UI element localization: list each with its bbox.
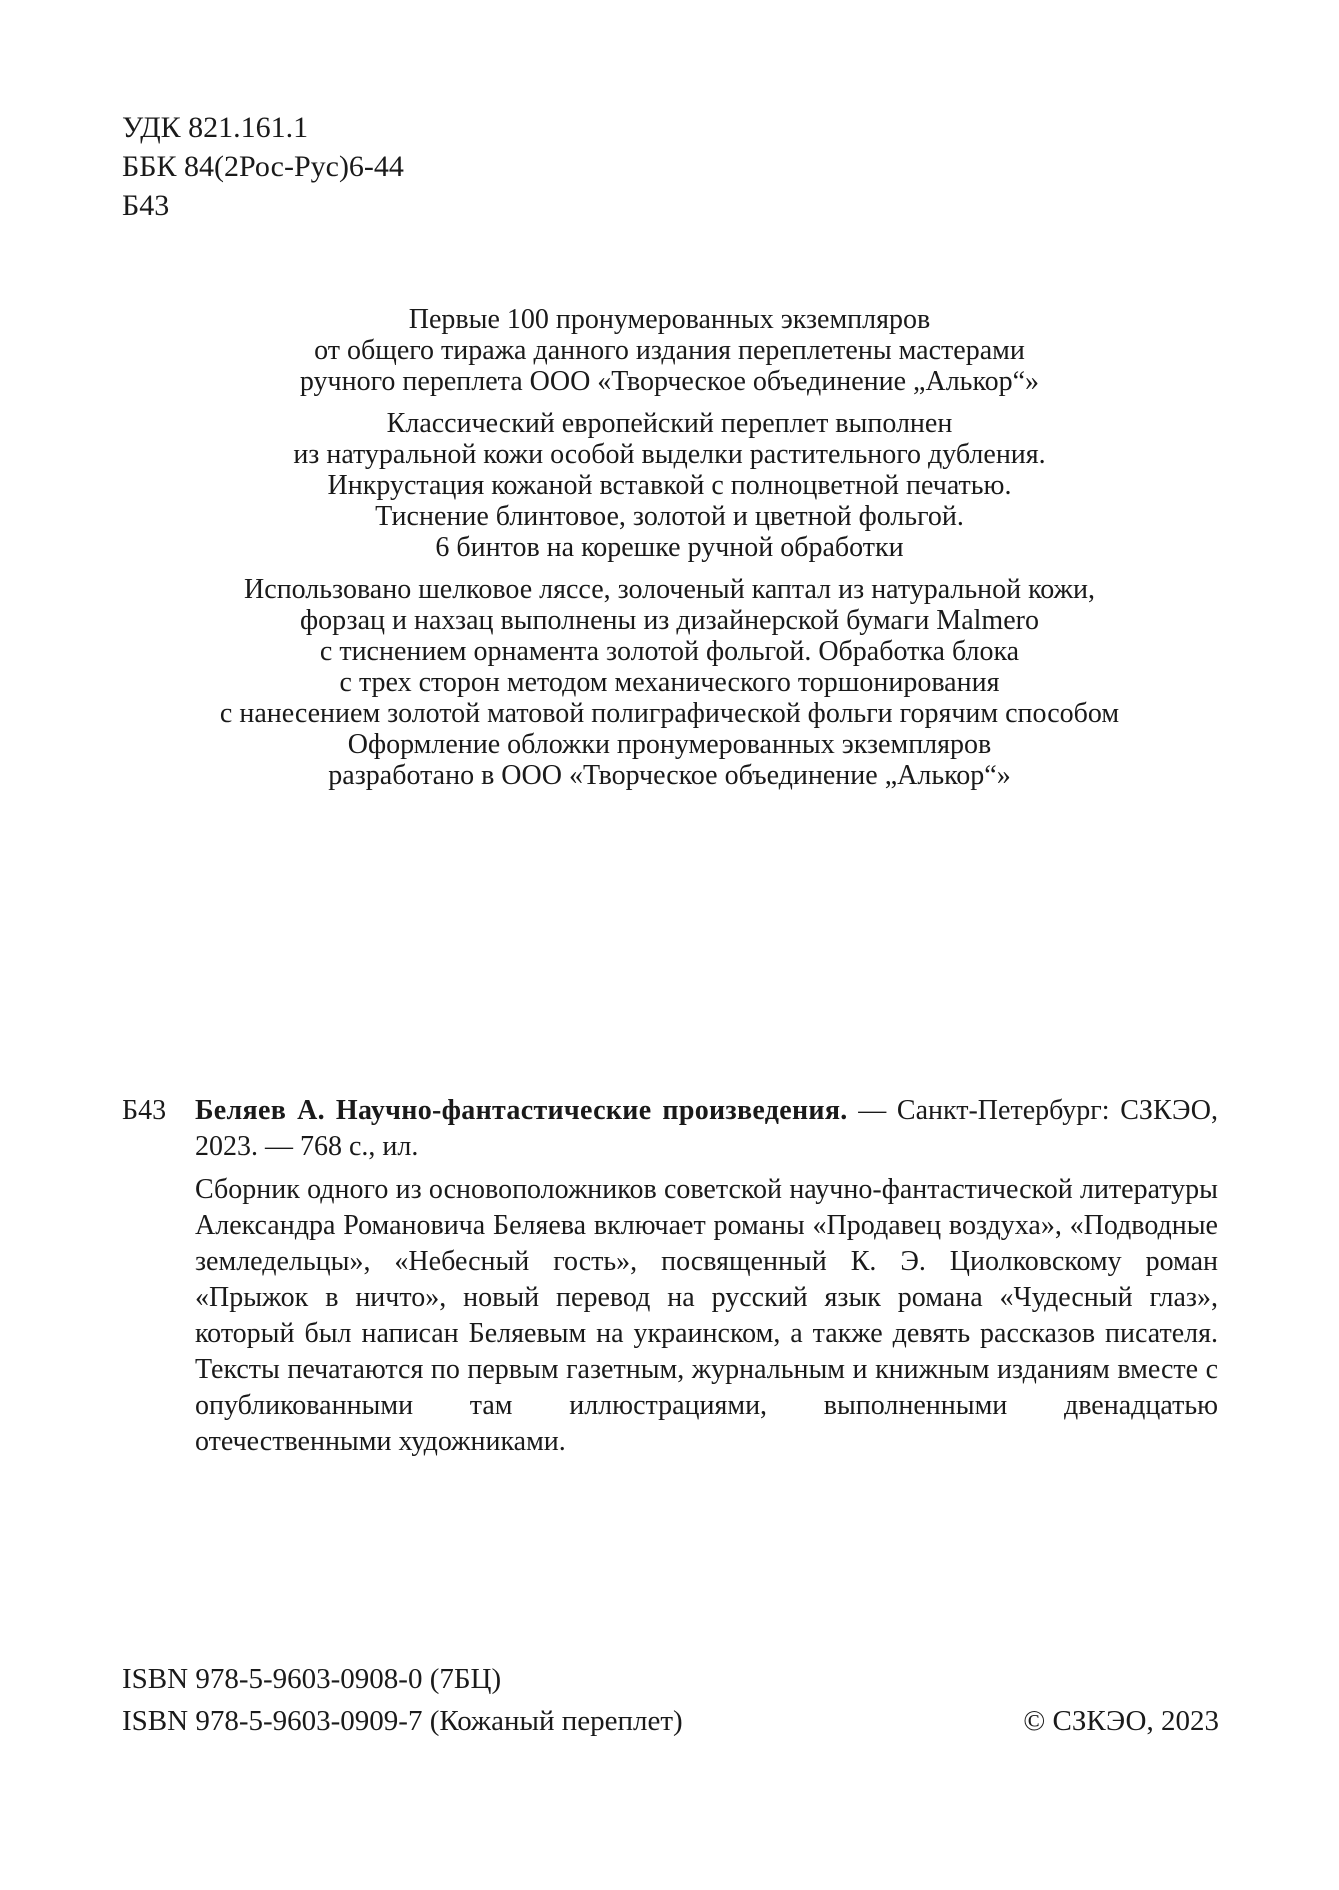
binding-line: от общего тиража данного издания переплетены мастерами: [314, 335, 1025, 366]
binding-info: [100, 304, 1239, 802]
isbn-line: ISBN 978-5-9603-0909-7 (Кожаный переплет): [122, 1705, 683, 1737]
binding-line: с тиснением орнамента золотой фольгой. Обработка блока: [319, 636, 1020, 667]
binding-line: 6 бинтов на корешке ручной обработки: [435, 532, 904, 563]
author-and-title: Беляев А. Научно-фантастические произведения.: [195, 1095, 848, 1126]
binding-line: с нанесением золотой матовой полиграфической фольги горячим способом: [219, 698, 1120, 729]
binding-paragraph: [100, 408, 1239, 563]
binding-line: ручного переплета ООО «Творческое объединение „Алькор“»: [299, 366, 1040, 397]
binding-line: Первые 100 пронумерованных экземпляров: [408, 304, 931, 335]
binding-line: Инкрустация кожаной вставкой с полноцветной печатью.: [327, 470, 1012, 501]
bibliographic-annotation: [122, 1093, 1218, 1460]
bibliographic-entry: [122, 1093, 1218, 1165]
binding-line: Классический европейский переплет выполнен: [386, 408, 953, 439]
binding-line: разработано в ООО «Творческое объединение „Алькор“»: [328, 760, 1011, 791]
bbk-code: ББК 84(2Рос-Рус)6-44: [122, 150, 404, 183]
binding-line: Оформление обложки пронумерованных экземпляров: [347, 729, 992, 760]
binding-line: Тиснение блинтовое, золотой и цветной фольгой.: [375, 501, 964, 532]
classification-block: [122, 108, 404, 225]
author-mark: Б43: [122, 189, 170, 222]
binding-paragraph: [100, 574, 1239, 791]
isbn-block: [122, 1658, 683, 1742]
imprint: — Санкт-Петербург: СЗКЭО, 2023. — 768 с., ил.: [195, 1095, 1219, 1162]
binding-line: Использовано шелковое ляссе, золоченый каптал из натуральной кожи,: [244, 574, 1095, 605]
binding-line: из натуральной кожи особой выделки растительного дубления.: [293, 439, 1046, 470]
isbn-line: ISBN 978-5-9603-0908-0 (7БЦ): [122, 1663, 502, 1695]
udk-code: УДК 821.161.1: [122, 111, 309, 144]
binding-line: с трех сторон методом механического торшонирования: [339, 667, 1000, 698]
bibliographic-record: [195, 1093, 1218, 1165]
copyright-notice: © СЗКЭО, 2023: [1023, 1705, 1219, 1737]
abstract: Сборник одного из основоположников советской научно-фантастической литературы Александра Романовича Беляева включает романы «Продавец воздуха», «Подводные земледельцы», «Небесный гость», посвященный К. Э. Циолковскому роман «Прыжок в ничто», новый перевод на русский язык романа «Чудесный глаз», который был написан Беляевым на украинском, а также девять рассказов писателя. Тексты печатаются по первым газетным, журнальным и книжным изданиям вместе с опубликованными там иллюстрациями, выполненными двенадцатью отечественными художниками.: [195, 1174, 1218, 1457]
binding-paragraph: [100, 304, 1239, 397]
binding-line: форзац и нахзац выполнены из дизайнерской бумаги Malmero: [300, 605, 1039, 636]
entry-author-mark: Б43: [122, 1095, 167, 1126]
